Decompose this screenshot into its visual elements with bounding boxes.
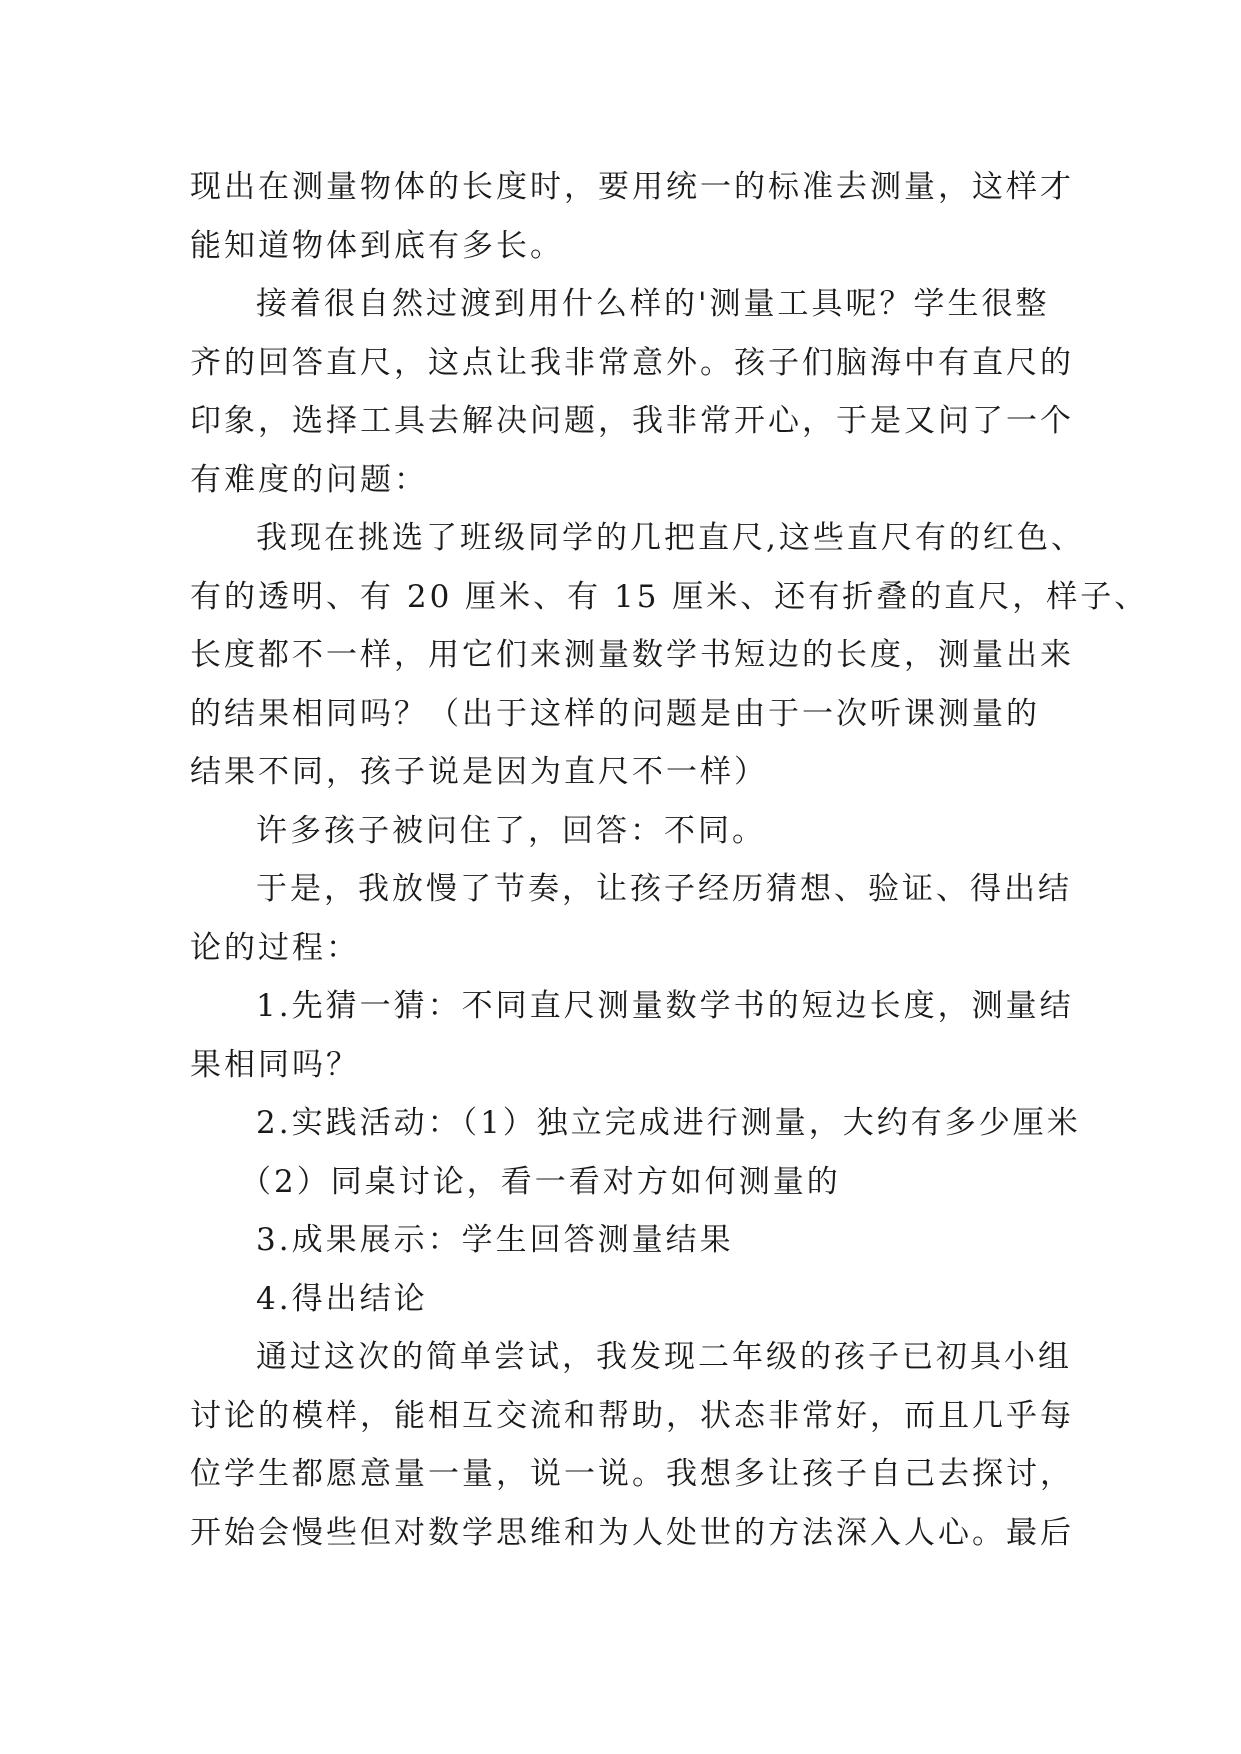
text-line: 有难度的问题： xyxy=(190,461,428,498)
list-item-line: 1.先猜一猜：不同直尺测量数学书的短边长度，测量结 xyxy=(256,988,1074,1024)
paragraph-start-line: 许多孩子被问住了，回答：不同。 xyxy=(256,812,766,849)
text-line: 有的透明、有 20 厘米、有 15 厘米、还有折叠的直尺，样子、 xyxy=(190,578,1149,615)
text-line: 位学生都愿意量一量，说一说。我想多让孩子自己去探讨， xyxy=(190,1456,1074,1492)
text-line: 现出在测量物体的长度时，要用统一的标准去测量，这样才 xyxy=(190,169,1074,205)
text-line: 论的过程： xyxy=(190,929,360,966)
list-item-line: 4.得出结论 xyxy=(256,1280,428,1317)
list-item-line: 2.实践活动：（1）独立完成进行测量，大约有多少厘米 xyxy=(256,1105,1081,1141)
list-subitem-line: （2）同桌讨论，看一看对方如何测量的 xyxy=(240,1163,841,1200)
paragraph-start-line: 通过这次的简单尝试，我发现二年级的孩子已初具小组 xyxy=(256,1339,1072,1375)
text-line: 齐的回答直尺，这点让我非常意外。孩子们脑海中有直尺的 xyxy=(190,344,1074,381)
text-line: 的结果相同吗？（出于这样的问题是由于一次听课测量的 xyxy=(190,695,1040,732)
text-line: 开始会慢些但对数学思维和为人处世的方法深入人心。最后 xyxy=(190,1514,1074,1551)
paragraph-start-line: 接着很自然过渡到用什么样的'测量工具呢？学生很整 xyxy=(256,286,1050,322)
text-line: 长度都不一样，用它们来测量数学书短边的长度，测量出来 xyxy=(190,637,1074,673)
paragraph-start-line: 我现在挑选了班级同学的几把直尺,这些直尺有的红色、 xyxy=(256,520,1085,556)
text-line: 能知道物体到底有多长。 xyxy=(190,227,564,264)
list-item-line: 3.成果展示：学生回答测量结果 xyxy=(256,1222,734,1258)
text-line: 讨论的模样，能相互交流和帮助，状态非常好，而且几乎每 xyxy=(190,1397,1074,1434)
text-line: 结果不同，孩子说是因为直尺不一样） xyxy=(190,754,768,790)
text-line: 印象，选择工具去解决问题，我非常开心，于是又问了一个 xyxy=(190,403,1074,439)
text-line: 果相同吗？ xyxy=(190,1046,360,1083)
body-text xyxy=(190,158,1149,1562)
paragraph-start-line: 于是，我放慢了节奏，让孩子经历猜想、验证、得出结 xyxy=(256,871,1072,907)
